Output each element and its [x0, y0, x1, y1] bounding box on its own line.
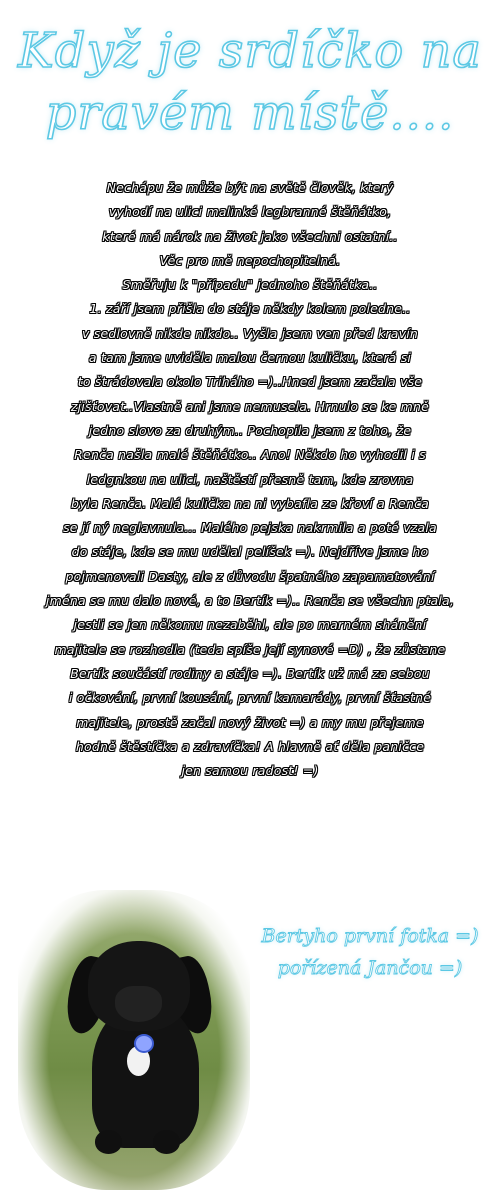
story-line: v sedlovně nikde nikdo.. Vyšla jsem ven před kravín: [81, 325, 419, 341]
story-line: Věc pro mě nepochopitelná.: [159, 252, 341, 268]
story-line: jen samou radost! =): [181, 763, 319, 779]
story-line: jedno slovo za druhým.. Pochopila jsem z toho, že: [88, 422, 412, 438]
story-line: Renča našla malé štěňátko.. Ano! Někdo ho vyhodil i s: [74, 447, 426, 463]
story-line: do stáje, kde se mu udělal pelíšek =). Nejdříve jsme ho: [71, 544, 429, 560]
puppy-photo: [18, 890, 250, 1190]
title-line-2: pravém místě....: [45, 85, 455, 141]
photo-caption: [250, 920, 490, 984]
puppy-paw-left: [95, 1130, 123, 1154]
story-line: i očkování, první kousání, první kamarády, první šťastné: [68, 690, 432, 706]
page-title: [0, 20, 500, 144]
story-line: ledgnkou na ulici, naštěstí přesně tam, kde zrovna: [86, 471, 414, 487]
story-line: Bertík součástí rodiny a stáje =). Bertík už má za sebou: [70, 665, 430, 681]
caption-line-2: pořízená Jančou =): [277, 957, 463, 979]
story-line: pojmenovali Dasty, ale z důvodu špatného zapamatování: [65, 568, 435, 584]
story-line: vyhodí na ulici malinké legbranné štěňátko,: [108, 204, 392, 220]
story-line: se jí ný neglavnula... Malého pejska nakrmila a poté vzala: [63, 520, 437, 536]
puppy-paw-right: [153, 1130, 181, 1154]
story-line: jména se mu dalo nové, a to Bertík =).. Renča se všechn ptala,: [45, 593, 455, 609]
photo-vignette: [18, 890, 250, 1190]
story-line: a tam jsme uviděla malou černou kuličku, která si: [88, 350, 412, 366]
story-line: byla Renča. Malá kulička na ni vybafla ze křoví a Renča: [71, 495, 429, 511]
story-line: zjišťovat..Vlastně ani jsme nemusela. Hrnulo se ke mně: [70, 398, 430, 414]
story-line: které má nárok na život jako všechni ostatní..: [102, 228, 398, 244]
story-line: Směřuju k "případu" jednoho štěňátka..: [122, 277, 378, 293]
puppy-snout: [115, 986, 161, 1022]
story-line: majitele se rozhodla (teda spíše její synové =D) , že zůstane: [54, 641, 446, 657]
title-line-1: Když je srdíčko na: [17, 23, 483, 79]
story-text: [10, 176, 490, 783]
story-line: majitele, prostě začal nový život =) a my mu přejeme: [76, 714, 424, 730]
caption-line-1: Bertyho první fotka =): [261, 925, 479, 947]
story-line: jestli se jen někomu nezaběhl, ale po marném shánění: [73, 617, 427, 633]
story-line: Nechápu že může být na světě člověk, který: [106, 180, 394, 195]
story-line: to štrádovala okolo Triháho =)..Hned jsem začala vše: [77, 374, 423, 390]
story-line: 1. září jsem přišla do stáje někdy kolem poledne..: [89, 301, 411, 317]
story-line: hodně štěstíčka a zdravíčka! A hlavně ať děla paničce: [75, 738, 425, 754]
